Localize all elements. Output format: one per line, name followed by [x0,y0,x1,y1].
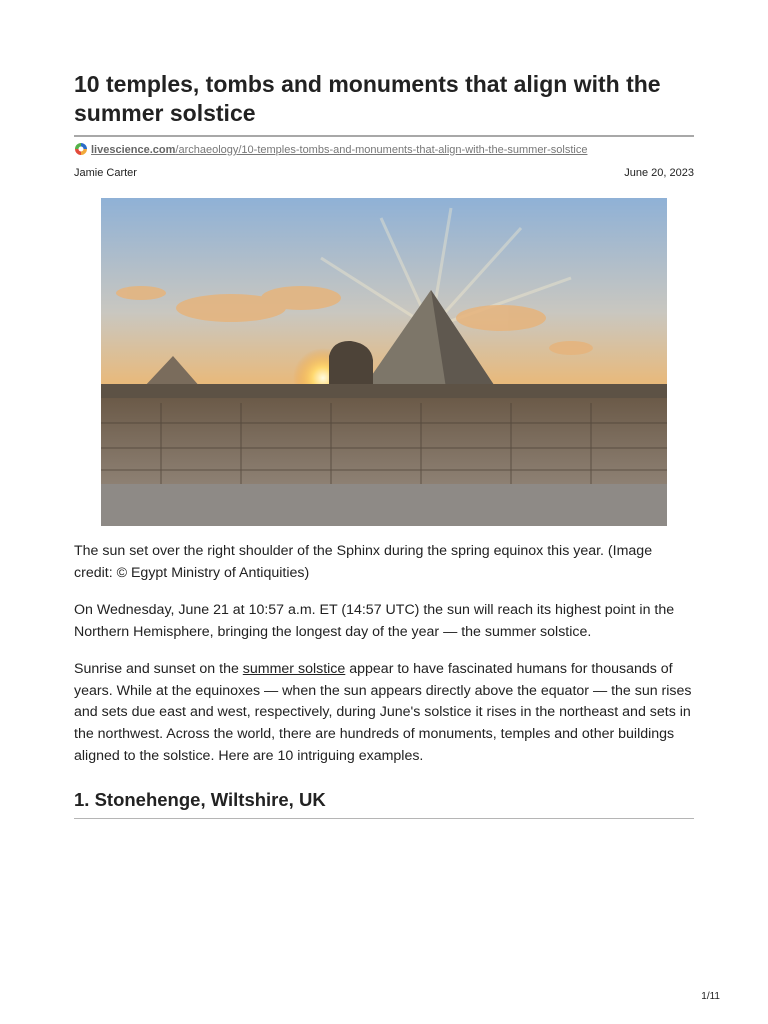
paragraph-2-start: Sunrise and sunset on the [74,661,243,677]
article-title: 10 temples, tombs and monuments that align with the summer solstice [74,71,661,126]
summer-solstice-link[interactable]: summer solstice [242,661,346,677]
sphinx-head [329,341,373,388]
section-divider [74,818,694,819]
paragraph-2-end: appear to have fascinated humans for thousands of years. While at the equinoxes — when the sun appears directly above the equator — the sun rises and sets due east and west, respectively, during June's solstice it rises in the northeast and sets in the northwest. Across the world, there are hundreds of monuments, temples and other buildings aligned to the solstice. Here are 10 intriguing examples. [74,661,692,764]
source-link-row [74,142,587,158]
livescience-favicon-icon [74,142,88,156]
source-domain: livescience.com [91,144,176,156]
paragraph-2 [74,659,694,768]
author-name: Jamie Carter [74,167,137,179]
image-caption: The sun set over the right shoulder of the Sphinx during the spring equinox this year. (Image credit: © Egypt Ministry of Antiquities) [74,543,653,581]
byline-row [74,166,694,180]
foreground-plaza [101,484,667,526]
title-divider [74,135,694,137]
sphinx-pyramids-sunset-photo [101,198,667,526]
source-path: /archaeology/10-temples-tombs-and-monuments-that-align-with-the-summer-solstice [175,144,588,156]
page-number: 1/11 [701,991,720,1002]
section-heading-stonehenge: 1. Stonehenge, Wiltshire, UK [74,789,326,810]
paragraph-1: On Wednesday, June 21 at 10:57 a.m. ET (14:57 UTC) the sun will reach its highest point in the Northern Hemisphere, bringing the longest day of the year — the summer solstice. [74,602,675,640]
publish-date: June 20, 2023 [624,167,694,179]
source-url-link[interactable] [91,144,587,156]
